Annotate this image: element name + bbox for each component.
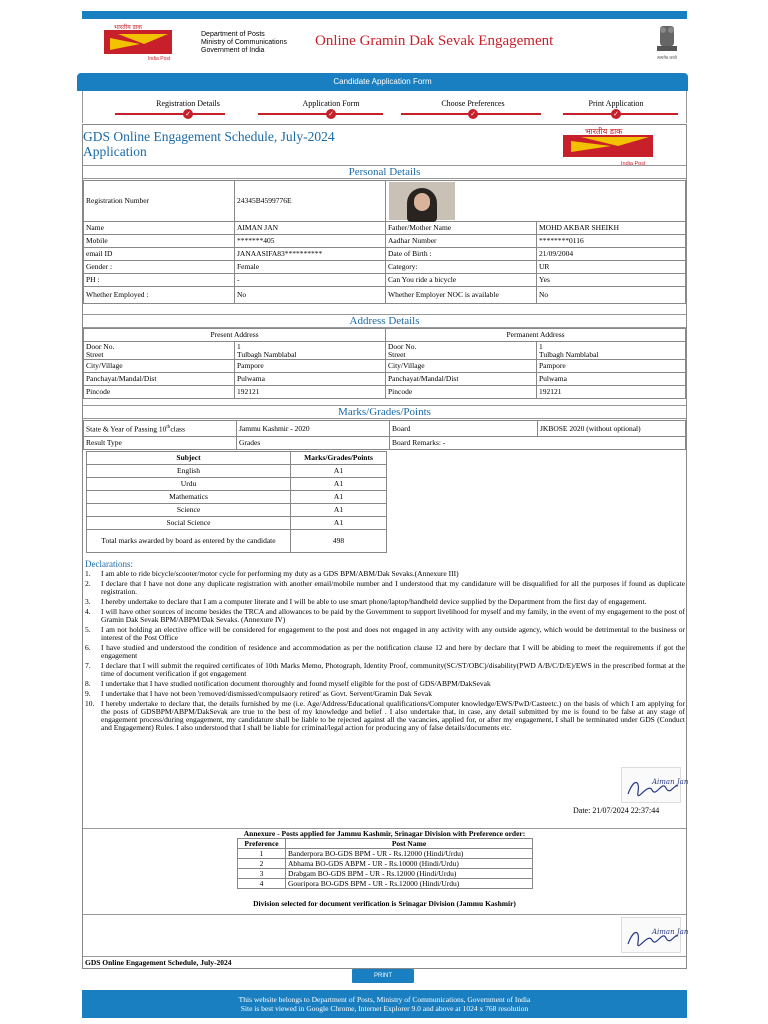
field-label: Panchayat/Mandal/Dist [84,373,235,386]
preference-number: 4 [238,879,286,889]
print-button[interactable]: PRINT [352,969,414,983]
post-name: Gouripora BO-GDS BPM - UR - Rs.12000 (Hindi/Urdu) [286,879,533,889]
declaration-item: 7. I declare that I will submit the required certificates of 10th Marks Memo, Photograph, Identity Proof, community(SC/ST/OBC)/disability(PWD A/B/C/D/E)/EWS in the prescribed format at the time of document verification if got engagement [85,661,685,678]
field-label: Panchayat/Mandal/Dist [386,373,537,386]
post-name: Banderpora BO-GDS BPM - UR - Rs.12000 (Hindi/Urdu) [286,849,533,859]
subject-cell: English [87,465,291,478]
preference-table [237,838,533,889]
declaration-item: 4. I will have other sources of income besides the TRCA and allowances to be paid by the Government to support livelihood for myself and my family, in the event of my engagement to the post of Gramin Dak Sevak BPM/ABPM/Dak Sevaks. (Annexure IV) [85,607,685,624]
field-value: Pulwama [537,373,686,386]
site-footer [82,990,687,1018]
field-label: Street [388,349,406,359]
field-label: State & Year of Passing 10thclass [84,421,237,437]
field-label: Category: [386,261,537,274]
ministry-text: Department of Posts Ministry of Communications Government of India [201,31,287,54]
field-value: JKBOSE 2020 (without optional) [538,421,686,437]
total-label: Total marks awarded by board as entered by the candidate [87,530,291,553]
check-icon: ✓ [183,109,193,119]
field-value: 1 [539,341,543,351]
candidate-signature [621,917,689,953]
field-label: Date of Birth : [386,248,537,261]
field-value: *******405 [235,235,386,248]
field-label: Whether Employed : [84,287,235,304]
subject-cell: Urdu [87,478,291,491]
field-value: JANAASIFA83********** [235,248,386,261]
preference-number: 1 [238,849,286,859]
step-print-application[interactable]: Print Application [588,99,644,108]
field-value: Jammu Kashmir - 2020 [237,421,390,437]
declaration-item: 10. I hereby undertake to declare that, the details furnished by me (i.e. Age/Address/Educational qualifications/Computer knowledge/EWS/PwD/Casteetc.) on the basis of which I am applying for the posts of GDSBPM/ABPM/DakSevak are true to the best of my knowledge and belief . I also undertake that, in case, any detail submitted by me is found to be false at any stage of engagement process/during engagement, my candidature shall be liable to be rejected against all the vacancies, applied for, or after my engagement, I shall be terminated under GDS (Conduct and Engagement) Rules. I also understood that I shall be liable for criminal/legal action for producing any of false details/documents etc. [85,699,685,732]
field-label: Street [86,349,104,359]
field-label: Pincode [386,386,537,399]
subject-cell: Mathematics [87,491,291,504]
field-label: Aadhar Number [386,235,537,248]
grade-cell: A1 [291,478,387,491]
field-value: 1 [237,341,241,351]
marks-heading: Marks/Grades/Points [83,405,686,419]
declaration-item: 1. I am able to ride bicycle/scooter/motor cycle for performing my duty as a GDS BPM/ABM/Dak Sevaks.(Annexure III) [85,569,459,578]
field-value: No [537,287,686,304]
form-title-bar: Candidate Application Form [77,73,688,91]
column-header: Subject [87,452,291,465]
field-label: City/Village [386,360,537,373]
grade-cell: A1 [291,517,387,530]
bottom-schedule-title: GDS Online Engagement Schedule, July-2024 [85,958,232,967]
progress-steps [82,91,687,123]
field-label: Registration Number [84,181,235,222]
field-label: Door No. [388,341,417,351]
footer-ownership: This website belongs to Department of Posts, Ministry of Communications, Government of India [238,995,531,1004]
step-registration-details[interactable]: Registration Details [156,99,220,108]
step-line [115,113,225,115]
field-value: UR [537,261,686,274]
field-value: Female [235,261,386,274]
preference-number: 2 [238,859,286,869]
subject-cell: Social Science [87,517,291,530]
address-details-table [83,328,686,399]
field-label: Gender : [84,261,235,274]
check-icon: ✓ [468,109,478,119]
field-value: 24345B4599776E [235,181,386,222]
present-address-heading: Present Address [84,329,386,342]
column-header: Marks/Grades/Points [291,452,387,465]
field-label: Door No. [86,341,115,351]
field-label: PH : [84,274,235,287]
field-value: 192121 [537,386,686,399]
field-value: Pampore [537,360,686,373]
candidate-signature [621,767,689,803]
field-value: 21/09/2004 [537,248,686,261]
preference-number: 3 [238,869,286,879]
total-value: 498 [291,530,387,553]
footer-browser-note: Site is best viewed in Google Chrome, Internet Explorer 9.0 and above at 1024 x 768 resolution [240,1004,529,1013]
field-value: MOHD AKBAR SHEIKH [537,222,686,235]
field-value: Pampore [235,360,386,373]
field-label: Name [84,222,235,235]
field-label: City/Village [84,360,235,373]
application-document [82,124,687,969]
grade-cell: A1 [291,465,387,478]
field-label: Board [390,421,538,437]
declaration-item: 5. I am not holding an elective office will be considered for engagement to the post and does not engaged in any activity with any outside agency, which would be detrimental to the business or interest of the Post Office [85,625,685,642]
national-emblem [650,22,684,62]
field-label: Father/Mother Name [386,222,537,235]
check-icon: ✓ [611,109,621,119]
field-value: AIMAN JAN [235,222,386,235]
svg-text:भारतीय डाक: भारतीय डाक [114,24,142,31]
grade-cell: A1 [291,504,387,517]
svg-text:Aiman Jan: Aiman Jan [652,928,689,936]
field-value: Yes [537,274,686,287]
field-value: Pulwama [235,373,386,386]
site-header [82,19,687,67]
declaration-item: 2. I declare that I have not done any duplicate registration with another email/mobile number and I understood that my candidature will be disqualified for all the purposes if found as duplicate registration. [85,579,685,596]
field-value: No [235,287,386,304]
column-header: Preference [238,839,286,849]
field-label: Whether Employer NOC is available [386,287,537,304]
field-label: Board Remarks: - [390,437,686,450]
top-bar [82,11,687,19]
site-title: Online Gramin Dak Sevak Engagement [315,33,554,49]
marks-summary-table [83,420,686,450]
field-label: Result Type [84,437,237,450]
column-header: Post Name [286,839,533,849]
declarations-list [85,570,685,734]
step-line [258,113,383,115]
field-value: - [235,274,386,287]
candidate-photo [389,182,455,220]
application-title: GDS Online Engagement Schedule, July-2024 Application [83,129,335,159]
signed-date: Date: 21/07/2024 22:37:44 [573,806,660,815]
annexure-heading: Annexure - Posts applied for Jammu Kashmir, Srinagar Division with Preference order: [243,829,526,838]
svg-text:India Post: India Post [148,56,171,62]
field-value: ********0116 [537,235,686,248]
division-note: Division selected for document verification is Srinagar Division (Jammu Kashmir) [253,899,516,908]
field-value: Grades [237,437,390,450]
field-label: Mobile [84,235,235,248]
post-name: Drabgam BO-GDS BPM - UR - Rs.12000 (Hindi/Urdu) [286,869,533,879]
svg-text:Aiman Jan: Aiman Jan [652,778,689,786]
step-application-form[interactable]: Application Form [302,99,360,108]
check-icon: ✓ [326,109,336,119]
grade-cell: A1 [291,491,387,504]
permanent-address-heading: Permanent Address [386,329,686,342]
declaration-item: 3. I hereby undertake to declare that I am a computer literate and I will be able to use smart phone/laptop/handheld device supplied by the Department from the first day of engagement. [85,597,647,606]
field-value: 192121 [235,386,386,399]
field-value: Tulbagh Namblabal [237,349,297,359]
declaration-item: 9. I undertake that I have not been 'removed/dismissed/compulsaory retired' as Govt. Servent/Gramin Dak Sevak [85,689,432,698]
subject-marks-table [86,451,387,553]
field-label: Can You ride a bicycle [386,274,537,287]
field-value: Tulbagh Namblabal [539,349,599,359]
personal-details-table [83,180,686,304]
field-label: email ID [84,248,235,261]
india-post-logo [104,22,184,62]
svg-text:सत्यमेव जयते: सत्यमेव जयते [657,55,677,60]
svg-text:India Post: India Post [621,161,646,167]
post-name: Abhama BO-GDS ABPM - UR - Rs.10000 (Hindi/Urdu) [286,859,533,869]
india-post-logo [563,125,663,167]
declarations-heading: Declarations: [85,559,133,569]
field-label: Pincode [84,386,235,399]
declaration-item: 8. I undertake that I have studied notification document thoroughly and found myself eligible for the post of GDS/ABPM/DakSevak [85,679,491,688]
subject-cell: Science [87,504,291,517]
address-details-heading: Address Details [83,314,686,328]
step-choose-preferences[interactable]: Choose Preferences [441,99,505,108]
svg-text:भारतीय डाक: भारतीय डाक [585,127,623,136]
declaration-item: 6. I have studied and understood the condition of residence and accommodation as per the notification clause 12 and here by declare that I will be abiding to meet the requirements if got the engagement [85,643,685,660]
personal-details-heading: Personal Details [83,165,686,179]
